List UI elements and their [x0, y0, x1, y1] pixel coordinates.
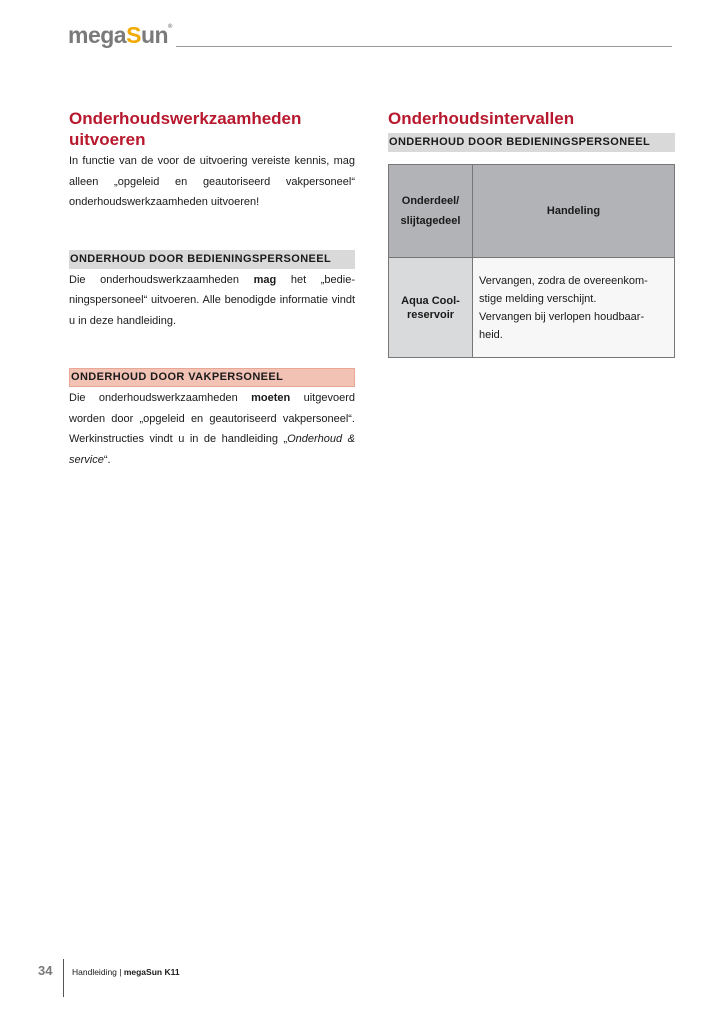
left-column	[69, 108, 355, 470]
part-line1: Aqua Cool-	[401, 294, 460, 307]
action-line2: stige melding verschijnt.	[479, 292, 597, 305]
action-line4: heid.	[479, 328, 503, 341]
specialist-text-italic: Onderhoud & service	[69, 433, 355, 466]
footer-divider	[63, 959, 64, 997]
specialist-text-middle: uitgevoerd worden door „opgeleid en geautoriseerd vakpersoneel“. Werkinstructies vindt u in de handleiding „	[69, 392, 355, 445]
table-cell-action	[473, 258, 675, 358]
header-part-line2: slijtagedeel	[400, 215, 461, 227]
page-number: 34	[38, 963, 53, 978]
table-header-action: Handeling	[473, 165, 675, 258]
section-text-specialist	[69, 388, 355, 470]
intro-text: In functie van de voor de uitvoering vereiste kennis, mag alleen „opgeleid en geautoriseerd vakpersoneel“ onderhoudswerkzaamheden uitvoeren!	[69, 155, 355, 208]
logo-text-mega: mega	[68, 22, 127, 48]
left-title-line1: Onderhoudswerkzaamheden	[69, 109, 302, 128]
specialist-text-after: “.	[103, 453, 111, 466]
table-row	[389, 258, 675, 358]
specialist-text-before: Die onderhoudswerkzaamheden	[69, 392, 252, 404]
section-text-operator	[69, 270, 355, 332]
logo-text-s: S	[126, 22, 141, 48]
table-header-part	[389, 165, 473, 258]
action-line1: Vervangen, zodra de overeenkom-	[479, 274, 648, 287]
action-line3: Vervangen bij verlopen houdbaar-	[479, 310, 645, 323]
right-section-heading: ONDERHOUD DOOR BEDIENINGSPERSONEEL	[388, 133, 675, 152]
operator-text-after: het „bedieningspersoneel“ uitvoeren. Alle benodigde informatie vindt u in deze handleiding.	[69, 273, 355, 327]
footer-product-name: megaSun K11	[123, 967, 180, 977]
left-title	[69, 108, 355, 150]
logo-text-un: un	[140, 22, 169, 48]
operator-text-before: Die onderhoudswerkzaamheden	[69, 273, 254, 286]
header-part-line1: Onderdeel/	[401, 195, 460, 207]
maintenance-interval-table	[388, 164, 675, 358]
footer-manual-label: Handleiding |	[72, 967, 124, 977]
part-line2: reservoir	[406, 308, 455, 321]
footer-label	[72, 967, 180, 977]
header-rule	[176, 46, 672, 47]
table-header-row	[389, 165, 675, 258]
section-heading-specialist: ONDERHOUD DOOR VAKPERSONEEL	[69, 368, 355, 387]
specialist-text-bold: moeten	[251, 392, 291, 404]
logo-registered-mark: ®	[168, 24, 172, 30]
table-cell-part	[389, 258, 473, 358]
left-title-line2: uitvoeren	[69, 130, 146, 149]
operator-text-bold: mag	[253, 273, 277, 286]
right-column	[388, 108, 675, 358]
section-heading-operator: ONDERHOUD DOOR BEDIENINGSPERSONEEL	[69, 250, 355, 269]
megasun-logo	[68, 22, 172, 49]
right-title: Onderhoudsintervallen	[388, 109, 575, 128]
